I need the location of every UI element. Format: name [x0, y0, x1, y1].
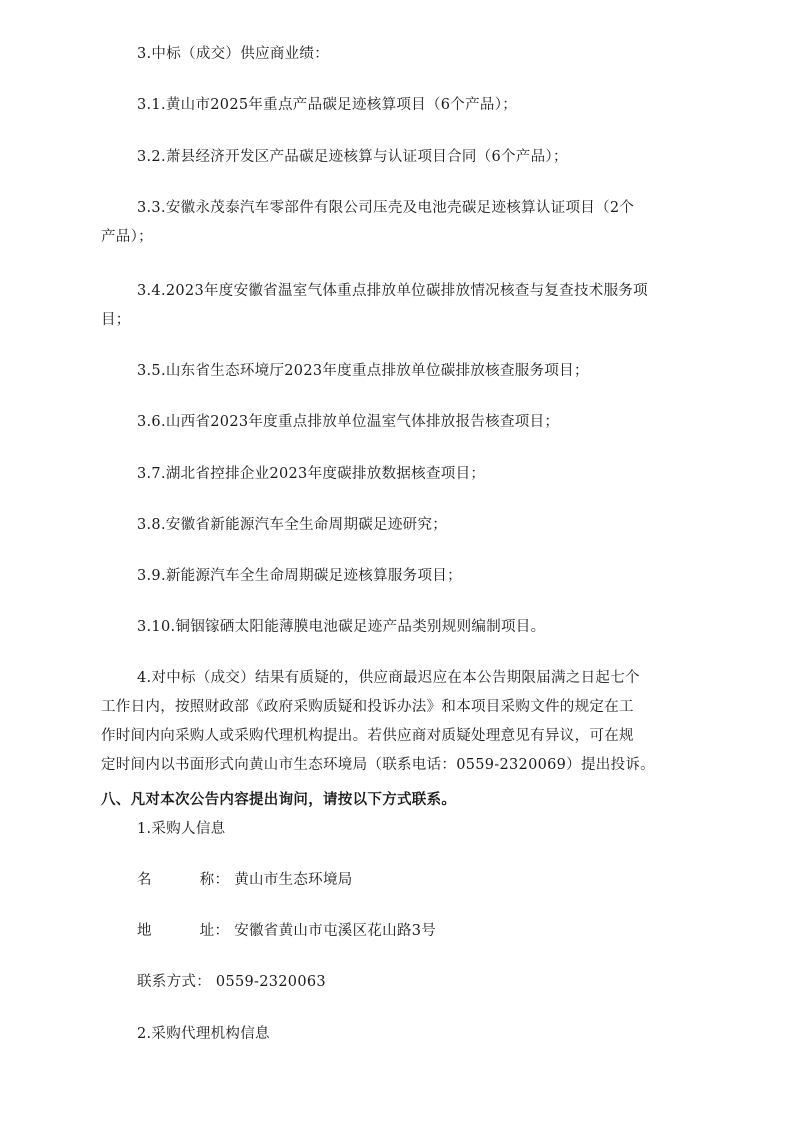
item-3-9: 3.9.新能源汽车全生命周期碳足迹核算服务项目；: [137, 568, 462, 584]
purchaser-address-row: [137, 921, 436, 941]
item-3-4-line2: 目；: [101, 312, 131, 328]
section4-line4: 定时间内以书面形式向黄山市生态环境局（联系电话：0559-2320069）提出投诉。: [101, 757, 655, 773]
item-3-2: 3.2.萧县经济开发区产品碳足迹核算与认证项目合同（6个产品）；: [137, 149, 568, 165]
item-3-3-line1: 3.3.安徽永茂泰汽车零部件有限公司压壳及电池壳碳足迹核算认证项目（2个: [137, 200, 635, 216]
section4-line2: 工作日内，按照财政部《政府采购质疑和投诉办法》和本项目采购文件的规定在工: [101, 699, 634, 715]
addr-label-1: 地: [137, 923, 152, 939]
item-3-10: 3.10.铜铟镓硒太阳能薄膜电池碳足迹产品类别规则编制项目。: [137, 619, 546, 635]
item-3-4-line1: 3.4.2023年度安徽省温室气体重点排放单位碳排放情况核查与复查技术服务项: [137, 283, 648, 299]
purchaser-name-value: 黄山市生态环境局: [234, 872, 353, 888]
purchaser-contact-row: [137, 972, 326, 992]
section4-line1: 4.对中标（成交）结果有质疑的，供应商最迟应在本公告期限届满之日起七个: [137, 670, 640, 686]
item-3-3-line2: 产品）；: [101, 229, 153, 245]
item-3-1: 3.1.黄山市2025年重点产品碳足迹核算项目（6个产品）；: [137, 97, 518, 113]
section8-heading: 八、凡对本次公告内容提出询问，请按以下方式联系。: [101, 792, 457, 808]
purchaser-title: 1.采购人信息: [137, 821, 226, 837]
purchaser-address-value: 安徽省黄山市屯溪区花山路3号: [234, 923, 437, 939]
agency-title: 2.采购代理机构信息: [137, 1026, 270, 1042]
section3-heading: 3.中标（成交）供应商业绩：: [137, 46, 330, 62]
item-3-7: 3.7.湖北省控排企业2023年度碳排放数据核查项目；: [137, 466, 486, 482]
contact-label: 联系方式：: [137, 974, 211, 990]
purchaser-contact-value: 0559-2320063: [215, 974, 326, 990]
item-3-8: 3.8.安徽省新能源汽车全生命周期碳足迹研究；: [137, 517, 448, 533]
section4-line3: 作时间内向采购人或采购代理机构提出。若供应商对质疑处理意见有异议，可在规: [101, 728, 634, 744]
purchaser-name-row: [137, 870, 353, 890]
item-3-6: 3.6.山西省2023年度重点排放单位温室气体排放报告核查项目；: [137, 414, 560, 430]
addr-label-2: 址：: [199, 923, 230, 939]
name-label-1: 名: [137, 872, 152, 888]
name-label-2: 称：: [199, 872, 230, 888]
item-3-5: 3.5.山东省生态环境厅2023年度重点排放单位碳排放核查服务项目；: [137, 363, 589, 379]
